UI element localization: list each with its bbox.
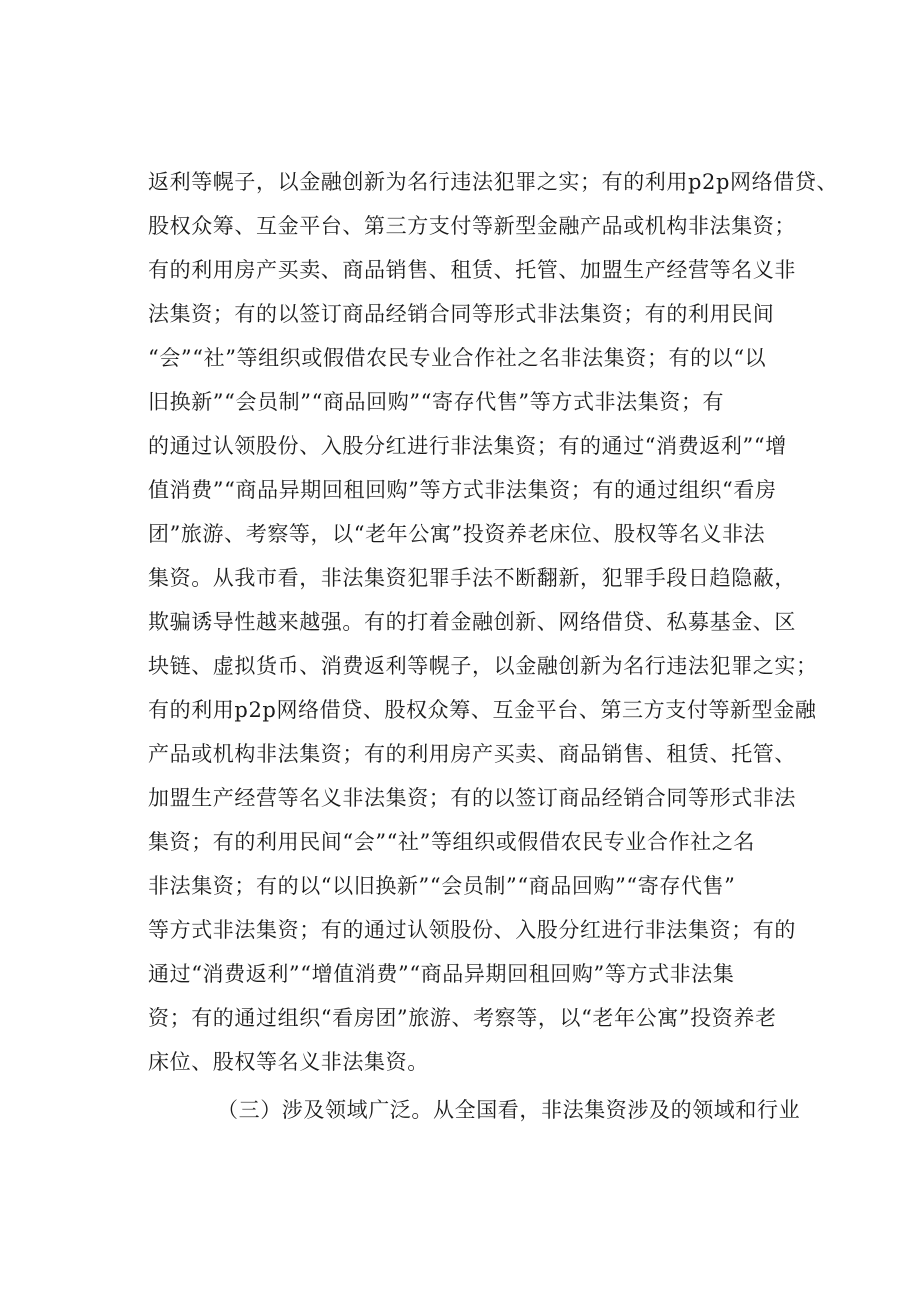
text-line-6: 旧换新”“会员制”“商品回购”“寄存代售”等方式非法集资；有 [148, 390, 725, 414]
text-line-11: 欺骗诱导性越来越强。有的打着金融创新、网络借贷、私募基金、区 [148, 610, 796, 634]
text-line-10: 集资。从我市看，非法集资犯罪手法不断翻新，犯罪手段日趋隐蔽， [148, 566, 796, 590]
text-line-14: 产品或机构非法集资；有的利用房产买卖、商品销售、租赁、托管、 [148, 742, 796, 766]
text-line-9: 团”旅游、考察等，以“老年公寓”投资养老床位、股权等名义非法 [148, 522, 766, 546]
section-heading-line: （三）涉及领域广泛。从全国看，非法集资涉及的领域和行业 [217, 1098, 801, 1122]
text-line-18: 等方式非法集资；有的通过认领股份、入股分红进行非法集资；有的 [148, 918, 796, 942]
text-line-13: 有的利用p2p网络借贷、股权众筹、互金平台、第三方支付等新型金融 [148, 698, 817, 722]
text-line-12: 块链、虚拟货币、消费返利等幌子，以金融创新为名行违法犯罪之实； [148, 654, 818, 678]
text-line-20: 资；有的通过组织“看房团”旅游、考察等，以“老年公寓”投资养老 [148, 1006, 777, 1030]
text-line-17: 非法集资；有的以“以旧换新”“会员制”“商品回购”“寄存代售” [148, 874, 736, 898]
text-line-15: 加盟生产经营等名义非法集资；有的以签订商品经销合同等形式非法 [148, 786, 796, 810]
text-line-8: 值消费”“商品异期回租回购”等方式非法集资；有的通过组织“看房 [148, 478, 777, 502]
text-line-21: 床位、股权等名义非法集资。 [148, 1050, 429, 1074]
text-line-5: “会”“社”等组织或假借农民专业合作社之名非法集资；有的以“以 [148, 346, 767, 370]
text-line-4: 法集资；有的以签订商品经销合同等形式非法集资；有的利用民间 [148, 302, 775, 326]
text-line-1: 返利等幌子，以金融创新为名行违法犯罪之实；有的利用p2p网络借贷、 [148, 170, 839, 194]
text-line-2: 股权众筹、互金平台、第三方支付等新型金融产品或机构非法集资； [148, 214, 796, 238]
text-line-19: 通过“消费返利”“增值消费”“商品异期回租回购”等方式非法集 [148, 962, 735, 986]
text-line-3: 有的利用房产买卖、商品销售、租赁、托管、加盟生产经营等名义非 [148, 258, 796, 282]
text-line-16: 集资；有的利用民间“会”“社”等组织或假借农民专业合作社之名 [148, 830, 755, 854]
text-line-7: 的通过认领股份、入股分红进行非法集资；有的通过“消费返利”“增 [148, 434, 787, 458]
